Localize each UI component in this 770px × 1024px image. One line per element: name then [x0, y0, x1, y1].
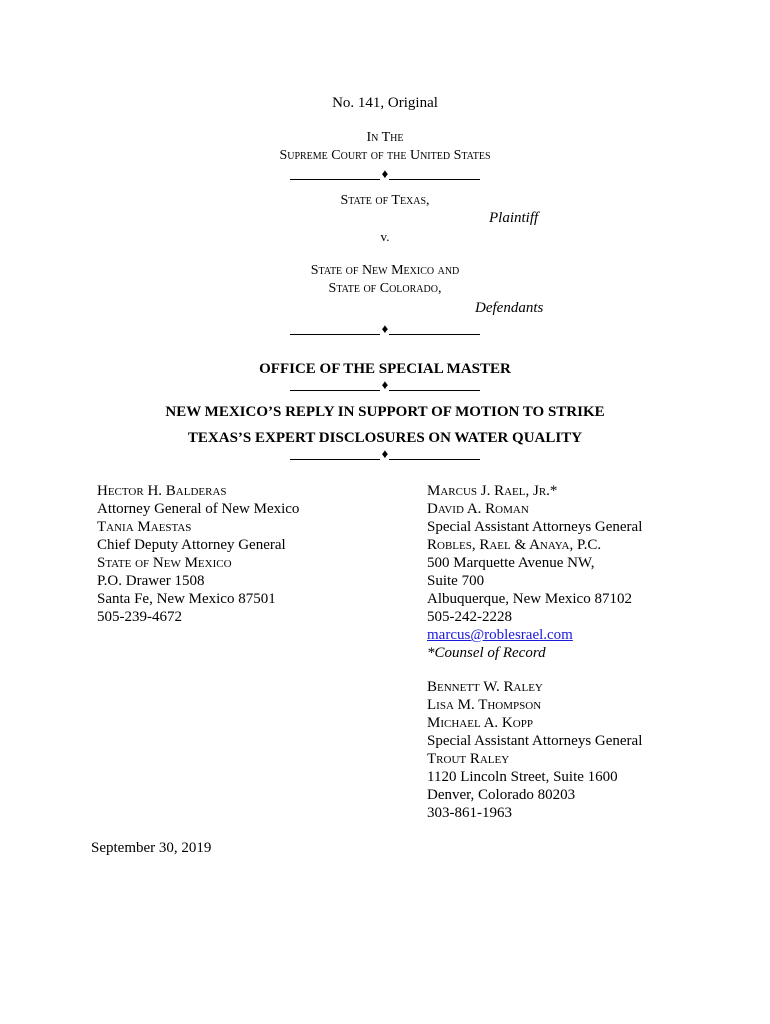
counsel-line: David A. Roman — [427, 501, 529, 517]
right-counsel-block-1 — [427, 482, 642, 662]
counsel-line: Bennett W. Raley — [427, 679, 543, 695]
counsel-line: Santa Fe, New Mexico 87501 — [97, 591, 276, 607]
section-divider — [290, 321, 480, 339]
counsel-line: Lisa M. Thompson — [427, 697, 542, 713]
diamond-icon: ♦ — [381, 446, 389, 461]
counsel-line: 500 Marquette Avenue NW, — [427, 555, 595, 571]
counsel-line: 303-861-1963 — [427, 805, 512, 821]
divider-rule-right — [389, 179, 480, 180]
document-title-line-1: NEW MEXICO’S REPLY IN SUPPORT OF MOTION TO STRIKE — [165, 404, 605, 420]
defendant-name-line-2: State of Colorado, — [328, 281, 442, 296]
divider-rule-right — [389, 390, 480, 391]
counsel-line: Marcus J. Rael, Jr.* — [427, 483, 558, 499]
diamond-icon: ♦ — [381, 166, 389, 181]
plaintiff-name: State of Texas, — [340, 193, 430, 208]
counsel-line: State of New Mexico — [97, 555, 232, 571]
counsel-line: Robles, Rael & Anaya, P.C. — [427, 537, 602, 553]
counsel-line: P.O. Drawer 1508 — [97, 573, 205, 589]
counsel-line: Tania Maestas — [97, 519, 192, 535]
filing-date: September 30, 2019 — [91, 840, 212, 856]
counsel-line: Special Assistant Attorneys General — [427, 733, 643, 749]
counsel-line: 1120 Lincoln Street, Suite 1600 — [427, 769, 618, 785]
counsel-line: Michael A. Kopp — [427, 715, 533, 731]
case-number: No. 141, Original — [332, 95, 438, 111]
left-counsel-block — [97, 482, 299, 626]
divider-rule-left — [290, 390, 380, 391]
diamond-icon: ♦ — [381, 377, 389, 392]
divider-rule-left — [290, 334, 380, 335]
defendant-name-line-1: State of New Mexico and — [310, 263, 460, 278]
counsel-line: Chief Deputy Attorney General — [97, 537, 286, 553]
plaintiff-role: Plaintiff — [489, 210, 539, 226]
email-link[interactable]: marcus@roblesrael.com — [427, 627, 573, 643]
counsel-line: Hector H. Balderas — [97, 483, 227, 499]
counsel-line: 505-239-4672 — [97, 609, 182, 625]
counsel-line: Trout Raley — [427, 751, 510, 767]
section-divider — [290, 377, 480, 395]
divider-rule-left — [290, 179, 380, 180]
section-divider — [290, 166, 480, 184]
counsel-line: 505-242-2228 — [427, 609, 512, 625]
right-counsel-block-2 — [427, 678, 642, 822]
counsel-line: Albuquerque, New Mexico 87102 — [427, 591, 632, 607]
divider-rule-right — [389, 334, 480, 335]
divider-rule-right — [389, 459, 480, 460]
defendants-role: Defendants — [475, 300, 544, 316]
court-line-2: Supreme Court of the United States — [279, 148, 491, 163]
counsel-line: Special Assistant Attorneys General — [427, 519, 643, 535]
diamond-icon: ♦ — [381, 321, 389, 336]
versus: v. — [380, 229, 390, 244]
counsel-line: Attorney General of New Mexico — [97, 501, 300, 517]
counsel-of-record-note: *Counsel of Record — [427, 645, 546, 661]
court-line-1: In The — [366, 130, 404, 145]
office-heading: OFFICE OF THE SPECIAL MASTER — [259, 361, 511, 377]
section-divider — [290, 446, 480, 464]
document-title-line-2: TEXAS’S EXPERT DISCLOSURES ON WATER QUALITY — [187, 430, 583, 446]
divider-rule-left — [290, 459, 380, 460]
counsel-line: Suite 700 — [427, 573, 485, 589]
counsel-line: Denver, Colorado 80203 — [427, 787, 576, 803]
